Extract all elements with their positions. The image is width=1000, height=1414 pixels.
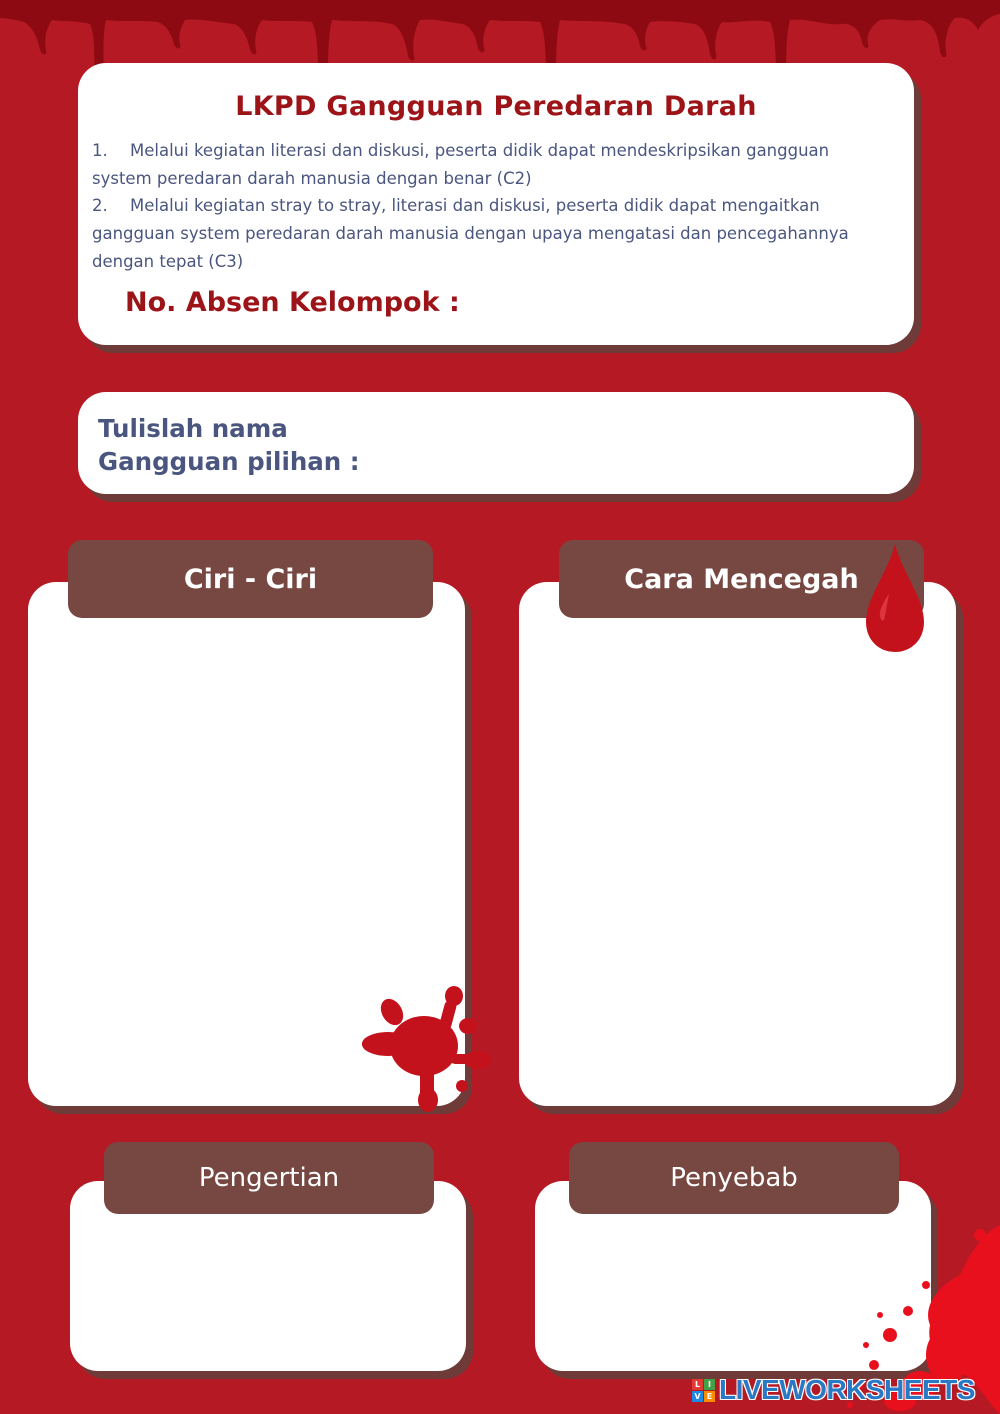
blood-splat-icon: [358, 982, 498, 1118]
page-title: LKPD Gangguan Peredaran Darah: [235, 91, 757, 122]
liveworksheets-watermark: [692, 1374, 975, 1406]
section-tab-penyebab: Penyebab: [569, 1142, 899, 1214]
disorder-name-line-1: Tulislah nama: [98, 414, 288, 443]
blood-drop-icon: [862, 542, 928, 656]
section-tab-pengertian: Pengertian: [104, 1142, 434, 1214]
header-card: [78, 63, 914, 345]
disorder-name-card[interactable]: [78, 392, 914, 494]
objective-number: 1.: [92, 141, 108, 160]
objective-number: 2.: [92, 196, 108, 215]
objective-text: Melalui kegiatan stray to stray, literasi dan diskusi, peserta didik dapat mengaitkan gangguan system peredaran darah manusia dengan upaya mengatasi dan pencegahannya dengan tepat (C3): [92, 196, 849, 271]
disorder-name-label: [98, 412, 360, 478]
liveworksheets-text: LIVEWORKSHEETS: [719, 1374, 975, 1405]
section-tab-ciri: Ciri - Ciri: [68, 540, 433, 618]
objective-item: [92, 137, 892, 193]
liveworksheets-logo-icon: L I V E: [692, 1379, 715, 1402]
objective-item: [92, 192, 892, 276]
cara-mencegah-answer-area[interactable]: [519, 582, 956, 1106]
group-number-label: No. Absen Kelompok :: [125, 287, 460, 318]
section-tab-cara-mencegah: Cara Mencegah: [559, 540, 924, 618]
disorder-name-line-2: Gangguan pilihan :: [98, 447, 360, 476]
objective-text: Melalui kegiatan literasi dan diskusi, peserta didik dapat mendeskripsikan gangguan system peredaran darah manusia dengan benar (C2): [92, 141, 830, 188]
